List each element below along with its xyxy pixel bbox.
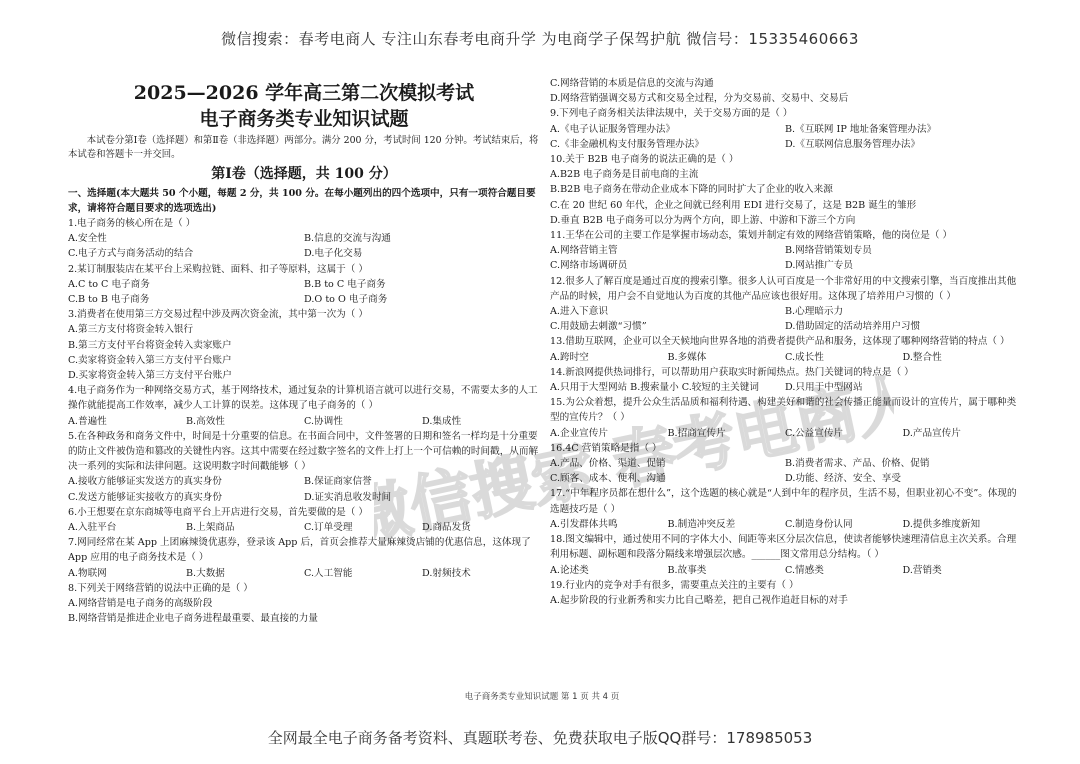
answer-option: A.普遍性 [68,415,107,427]
question-line: 2.某订制服装店在某平台上采购拉链、面料、扣子等原料，这属于（ ） [68,263,369,275]
answer-option: D.证实消息收发时间 [304,491,392,503]
right-column [550,76,1020,688]
question-line: 7.网同经常在某 App 上团麻辣烫优惠券，登录该 App 后，首页会推荐大量麻辣烫店铺的优惠信息，这体现了 App 应用的电子商务技术是（ ） [68,537,531,564]
question-line: 4.电子商务作为一种网络交易方式，基于网络技术，通过复杂的计算机语言就可以进行交易，不需要太多的人工操作就能提高工作效率，减少人工计算的误差。这体现了电子商务的（ ） [68,385,538,412]
answer-option: D.营销类 [902,564,942,576]
answer-option: D.商品发货 [422,522,471,534]
question-line: 12.很多人了解百度是通过百度的搜索引擎。很多人认可百度是一个非常好用的中文搜索引擎，当百度推出其他产品的时候，用户会不自觉地认为百度的其他产品应该也很好用。这体现了培养用户习惯的（ ） [550,275,1017,302]
answer-option: B.保证商家信誉 [304,476,372,488]
answer-option: C.情感类 [785,564,824,576]
answer-option: C.网络市场调研员 [550,260,628,272]
question-line: 10.关于 B2B 电子商务的说法正确的是（ ） [550,154,739,166]
answer-option: D.电子化交易 [304,248,363,260]
answer-option: B.网络营销策划专员 [785,245,872,257]
option-row [550,243,1020,258]
answer-option: C.发送方能够证实接收方的真实身份 [68,491,222,503]
option-row [550,380,1020,395]
question-line: C.卖家将资金转入第三方支付平台账户 [68,354,232,366]
exam-instructions: 本试卷分第Ⅰ卷（选择题）和第Ⅱ卷（非选择题）两部分。满分 200 分，考试时间 120 分钟。考试结束后，将本试卷和答题卡一并交回。 [68,135,539,160]
right-question-list [550,76,1020,608]
answer-option: A.《电子认证服务管理办法》 [550,123,676,135]
option-row [68,292,540,307]
option-row [68,520,540,535]
answer-option: B.故事类 [667,564,707,576]
answer-option: A.进入下意识 [550,306,608,318]
answer-option: A.只用于大型网站 B.搜索量小 C.较短的主关键词 [550,382,759,394]
answer-option: D.借助固定的活动培养用户习惯 [785,321,921,333]
question-line: C.网络营销的本质是信息的交流与沟通 [550,78,714,89]
option-row [550,517,1020,532]
answer-option: A.接收方能够证实发送方的真实身份 [68,476,222,488]
question-line: 15.为公众着想，提升公众生活品质和福利待遇、构建美好和谐的社会传播正能量而设计的宣传片，属于哪种类型的宣传片？（ ） [550,397,1017,424]
answer-option: A.产品、价格、渠道、促销 [550,458,666,470]
option-row [550,350,1020,365]
answer-option: D.整合性 [902,351,942,363]
option-row [68,277,540,292]
answer-option: B.大数据 [186,567,225,579]
question-line: B.网络营销是推进企业电子商务进程最重要、最直接的力量 [68,613,318,625]
option-row [68,414,540,429]
question-line: A.网络营销是电子商务的高级阶段 [68,598,213,610]
question-line: 9.下列电子商务相关法律法规中，关于交易方面的是（ ） [550,108,793,120]
option-row [68,566,540,581]
top-promo-banner: 微信搜索：春考电商人 专注山东春考电商升学 为电商学子保驾护航 微信号：15335460663 [221,29,859,48]
answer-option: D.网站推广专员 [785,260,853,272]
answer-option: B.消费者需求、产品、价格、促销 [785,458,930,470]
option-row [550,319,1020,334]
answer-option: D.集成性 [422,415,462,427]
option-row [550,456,1020,471]
part-one-title: 第Ⅰ卷（选择题，共 100 分） [211,166,397,182]
answer-option: A.C to C 电子商务 [68,278,150,290]
option-row [550,137,1020,152]
answer-option: C.公益宣传片 [785,427,844,439]
watermark-text: 微信搜索 春考电商人 [374,363,894,556]
question-line: A.第三方支付将资金转入银行 [68,324,194,336]
question-line: 16.4C 营销策略是指（ ） [550,442,662,454]
answer-option: D.产品宣传片 [902,427,961,439]
answer-option: B.制造冲突反差 [667,518,736,530]
exam-page [62,76,1022,710]
answer-option: D.功能、经济、安全、享受 [785,473,901,485]
question-line: 18.图文编辑中，通过使用不同的字体大小、间距等来区分层次信息，使读者能够快速理清信息主次关系。合理利用标题、副标题和段落分隔线来增强层次感。______图文常用总分结构。（ ） [550,534,1017,561]
question-line: 19.行业内的竞争对手有很多，需要重点关注的主要有（ ） [550,579,799,591]
question-line: 11.王华在公司的主要工作是掌握市场动态，策划并制定有效的网络营销策略，他的岗位是（ ） [550,230,953,242]
question-line: D.网络营销强调交易方式和交易全过程，分为交易前、交易中、交易后 [550,93,849,105]
question-line: 17.“中年程序员都在想什么”，这个选题的核心就是“人到中年的程序员，生活不易，但职业初心不变”。体现的选题技巧是（ ） [550,488,1017,515]
answer-option: B.《互联网 IP 地址备案管理办法》 [785,123,937,135]
answer-option: C.《非金融机构支付服务管理办法》 [550,138,704,150]
answer-option: A.物联网 [68,567,107,579]
bottom-promo-banner: 全网最全电子商务备考资料、真题联考卷、免费获取电子版QQ群号：178985053 [267,728,813,747]
option-row [68,474,540,489]
question-line: B.第三方支付平台将资金转入卖家账户 [68,339,232,351]
left-column [68,76,540,688]
question-line: B.B2B 电子商务在带动企业成本下降的同时扩大了企业的收入来源 [550,184,833,196]
answer-option: A.企业宣传片 [550,427,608,439]
answer-option: B.高效性 [186,415,225,427]
page-number-footer: 电子商务类专业知识试题 第 1 页 共 4 页 [464,692,620,702]
answer-option: B.心理暗示力 [785,306,844,318]
answer-option: C.人工智能 [304,567,353,579]
answer-option: B.信息的交流与沟通 [304,233,391,245]
answer-option: C.订单受理 [304,522,353,534]
answer-option: B.招商宣传片 [667,427,726,439]
answer-option: D.只用于中型网站 [785,382,863,394]
answer-option: C.电子方式与商务活动的结合 [68,248,194,260]
question-line: 5.在各种政务和商务文件中，时间是十分重要的信息。在书面合同中，文件签署的日期和签名一样均是十分重要的防止文件被伪造和篡改的关键性内容。这其中需要在经过数字签名的文件上打上一个可信赖的时间戳，从而解决一系列的实际和法律问题。这说明数字时间戳能够（ ） [68,430,539,473]
option-row [68,246,540,261]
option-row [550,304,1020,319]
option-row [68,490,540,505]
answer-option: C.协调性 [304,415,343,427]
answer-option: A.入驻平台 [68,522,117,534]
section-one-title: 一、选择题(本大题共 50 个小题，每题 2 分，共 100 分。在每小题列出的四个选项中，只有一项符合题目要求，请将符合题目要求的选项选出) [68,188,536,214]
answer-option: D.提供多维度新知 [902,518,981,530]
answer-option: B.多媒体 [667,351,707,363]
answer-option: B.上架商品 [186,522,235,534]
exam-title-line1: 2025—2026 学年高三第二次模拟考试 [133,82,475,104]
answer-option: C.制造身份认同 [785,518,853,530]
option-row [550,122,1020,137]
answer-option: C.成长性 [785,351,824,363]
exam-title-line2: 电子商务类专业知识试题 [199,108,409,130]
question-line: C.在 20 世纪 60 年代，企业之间就已经利用 EDI 进行交易了，这是 B2B 诞生的雏形 [550,199,917,211]
question-line: D.垂直 B2B 电子商务可以分为两个方向，即上游、中游和下游三个方向 [550,214,856,226]
answer-option: D.射频技术 [422,567,471,579]
answer-option: C.B to B 电子商务 [68,294,150,306]
answer-option: C.顾客、成本、便利、沟通 [550,473,666,485]
question-line: 6.小王想要在京东商城等电商平台上开店进行交易，首先要做的是（ ） [68,506,369,518]
question-line: 14.新浪网提供热词排行，可以帮助用户获取实时新闻热点。热门关键词的特点是（ ） [550,366,914,378]
answer-option: A.跨时空 [550,351,589,363]
answer-option: C.用鼓励去刺激“习惯” [550,321,647,333]
question-line: 3.消费者在使用第三方交易过程中涉及两次资金流，其中第一次为（ ） [68,309,369,321]
answer-option: A.论述类 [550,564,589,576]
answer-option: D.O to O 电子商务 [304,294,388,306]
answer-option: A.引发群体共鸣 [550,518,618,530]
option-row [550,426,1020,441]
question-line: 13.借助互联网，企业可以全天候地向世界各地的消费者提供产品和服务，这体现了哪种网络营销的特点（ ） [550,336,1010,348]
question-line: A.起步阶段的行业新秀和实力比自己略差，把自己视作追赶目标的对手 [550,594,848,606]
answer-option: A.网络营销主管 [550,245,618,257]
question-line: A.B2B 电子商务是目前电商的主流 [550,169,699,181]
answer-option: A.安全性 [68,233,107,245]
option-row [550,471,1020,486]
question-line: D.买家将资金转入第三方支付平台账户 [68,370,232,382]
option-row [550,563,1020,578]
option-row [68,231,540,246]
option-row [550,258,1020,273]
question-line: 8.下列关于网络营销的说法中正确的是（ ） [68,582,253,594]
left-question-list [68,216,540,626]
answer-option: D.《互联网信息服务管理办法》 [785,138,921,150]
question-line: 1.电子商务的核心所在是（ ） [68,218,196,229]
answer-option: B.B to C 电子商务 [304,278,386,290]
